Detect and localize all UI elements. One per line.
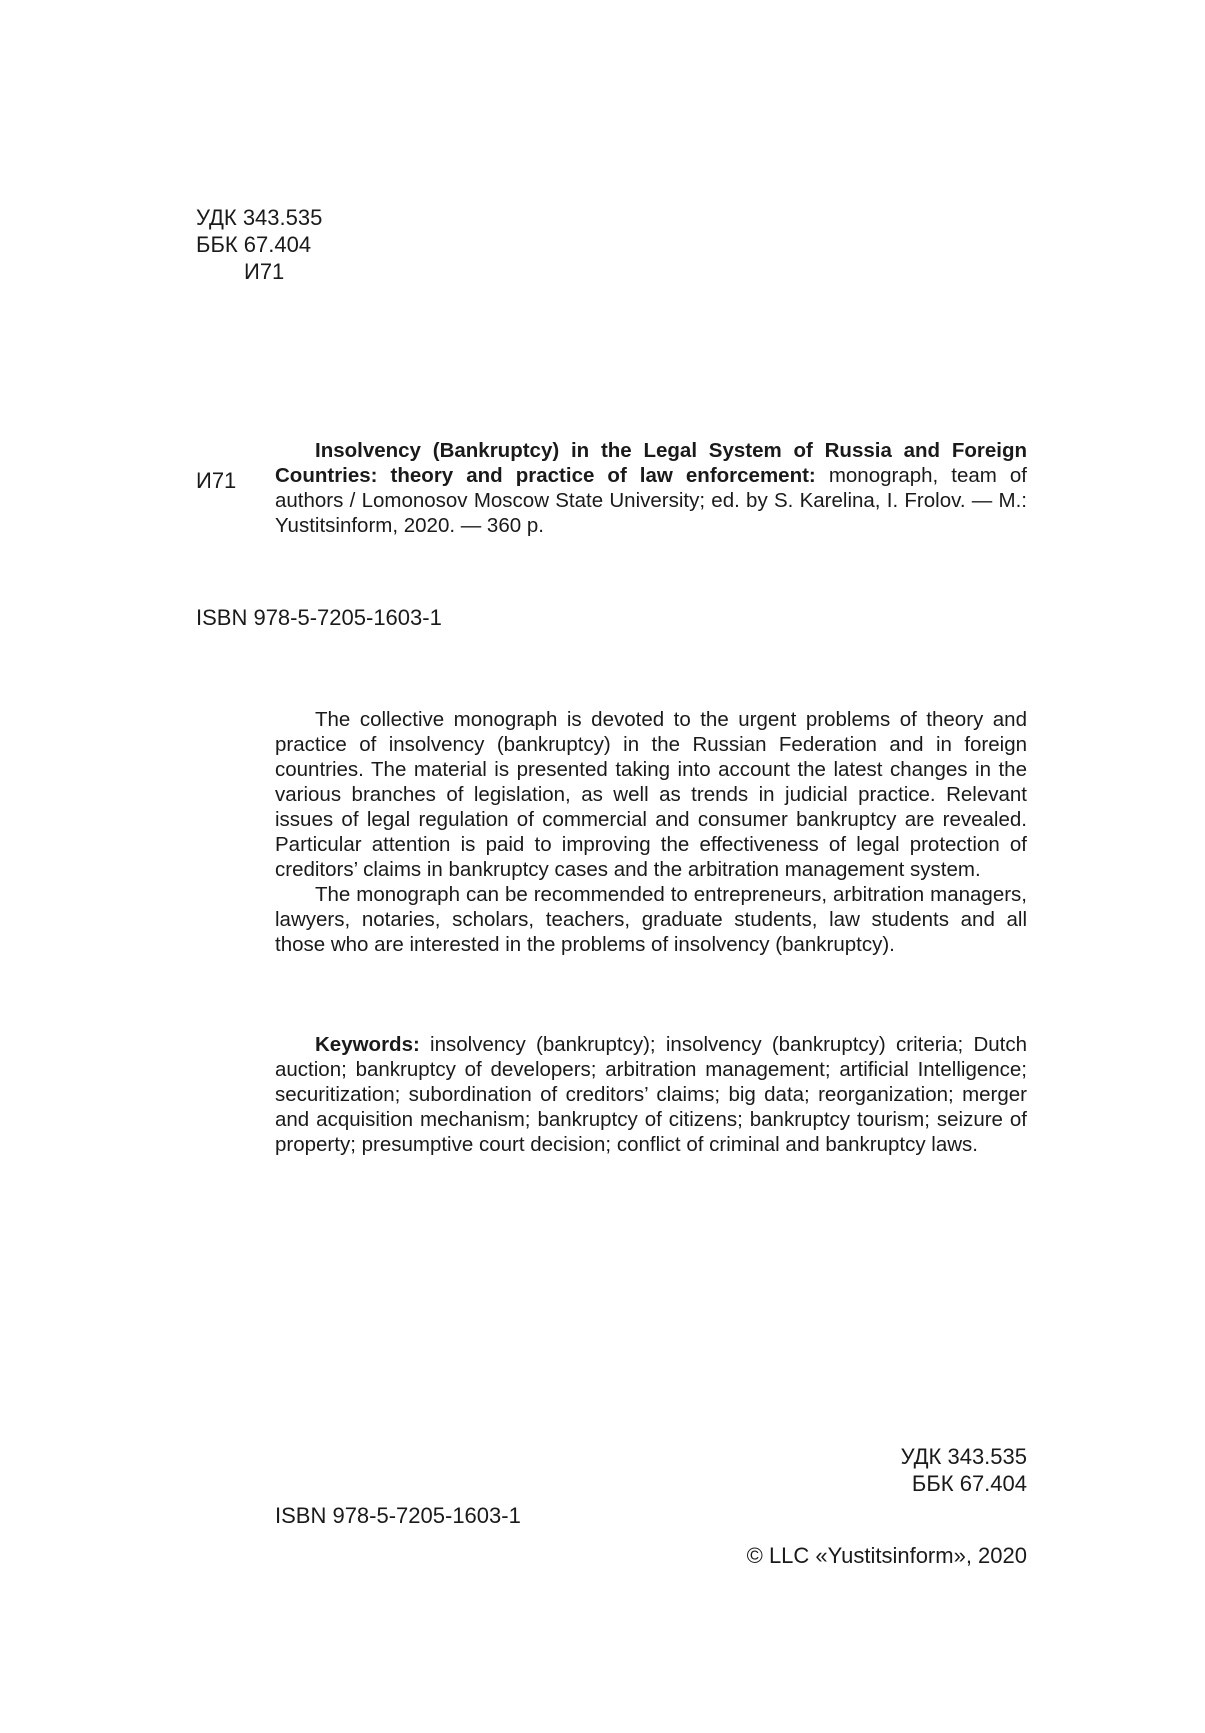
abstract: [275, 707, 1027, 957]
bibliographic-details: monograph, team of authors / Lomonosov Moscow State University; ed. by S. Karelina, I. Frolov. — M.: Yustitsinform, 2020. — 360 p.: [275, 464, 1027, 537]
book-title: Insolvency (Bankruptcy) in the Legal System of Russia and Foreign Countries: theory and practice of law enforcement:: [275, 439, 1027, 487]
udk-code: УДК 343.535: [196, 205, 323, 230]
keywords: [275, 1032, 1027, 1157]
isbn-top: ISBN 978-5-7205-1603-1: [196, 605, 442, 630]
bbk-code: ББК 67.404: [196, 232, 312, 257]
copyright-notice: © LLC «Yustitsinform», 2020: [746, 1543, 1027, 1568]
keywords-label: Keywords:: [315, 1033, 420, 1056]
abstract-paragraph-2: The monograph can be recommended to entrepreneurs, arbitration managers, lawyers, notaries, scholars, teachers, graduate students, law students and all those who are interested in the problems of insolvency (bankruptcy).: [275, 883, 1027, 956]
catalog-author-mark: И71: [196, 468, 237, 493]
classification-codes-bottom: [901, 1443, 1027, 1497]
isbn-bottom: ISBN 978-5-7205-1603-1: [275, 1503, 521, 1528]
classification-codes-top: [196, 204, 322, 285]
keywords-text: insolvency (bankruptcy); insolvency (bankruptcy) criteria; Dutch auction; bankruptcy of developers; arbitration management; artificial Intelligence; securitization; subordination of creditors’ claims; big data; reorganization; merger and acquisition mechanism; bankruptcy of citizens; bankruptcy tourism; seizure of property; presumptive court decision; conflict of criminal and bankruptcy laws.: [275, 1033, 1027, 1156]
author-sign: И71: [244, 259, 285, 284]
bibliographic-entry: [275, 438, 1027, 538]
abstract-paragraph-1: The collective monograph is devoted to the urgent problems of theory and practice of insolvency (bankruptcy) in the Russian Federation and in foreign countries. The material is presented taking into account the latest changes in the various branches of legislation, as well as trends in judicial practice. Relevant issues of legal regulation of commercial and consumer bankruptcy are revealed. Particular attention is paid to improving the effectiveness of legal protection of creditors’ claims in bankruptcy cases and the arbitration management system.: [275, 708, 1027, 881]
udk-code-bottom: УДК 343.535: [900, 1444, 1027, 1469]
bbk-code-bottom: ББК 67.404: [911, 1471, 1027, 1496]
